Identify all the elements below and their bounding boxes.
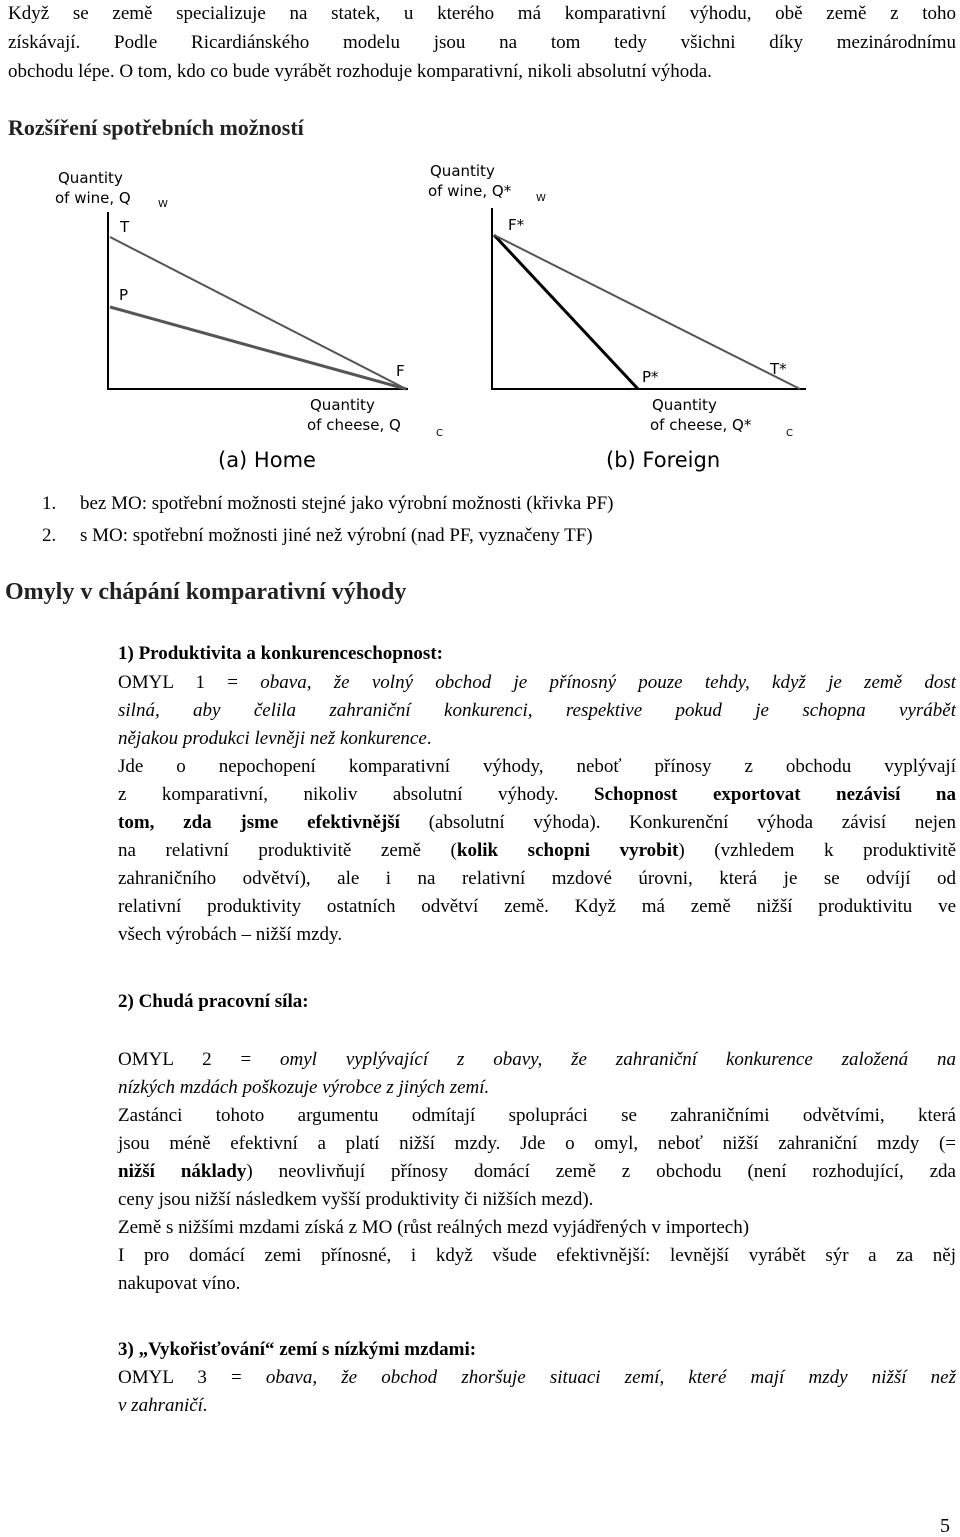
list-item-text: bez MO: spotřební možnosti stejné jako výrobní možnosti (křivka PF) <box>80 493 614 514</box>
part1-omyl-line-1 <box>118 669 956 697</box>
part2-line-7: nakupovat víno. <box>118 1273 241 1294</box>
foreign-y-title-1: Quantity <box>430 162 495 180</box>
foreign-label-f: F* <box>508 216 525 234</box>
home-label-f: F <box>396 362 405 380</box>
part1-line-5: zahraničního odvětví), ale i na relativní mzdové úrovni, která je se odvíjí od <box>118 868 956 889</box>
home-x-sub: C <box>436 428 443 439</box>
foreign-tf-line <box>494 235 800 389</box>
omyl1-label: OMYL 1 = <box>118 672 261 693</box>
foreign-x-title-2: of cheese, Q* <box>650 416 752 434</box>
foreign-label-p: P* <box>642 368 659 386</box>
list-item-number: 1. <box>42 493 57 514</box>
omyl1-text-3: nějakou produkci levněji než konkurence <box>118 728 427 749</box>
omyl2-label: OMYL 2 = <box>118 1049 281 1070</box>
consumption-list <box>42 488 942 552</box>
home-y-title-2: of wine, Q <box>55 189 131 207</box>
list-item-text: s MO: spotřební možnosti jiné než výrobní (nad PF, vyznačeny TF) <box>80 525 593 546</box>
home-pf-line <box>110 307 406 389</box>
part1-line-3 <box>118 809 956 837</box>
foreign-x-sub: C <box>786 428 793 439</box>
part3-number: 3) <box>118 1339 139 1360</box>
intro-line-2: získávají. Podle Ricardiánského modelu jsou na tom tedy všichni díky mezinárodnímu <box>8 32 956 53</box>
part2-heading: 2) Chudá pracovní síla: <box>118 991 309 1012</box>
list-item-number: 2. <box>42 525 57 546</box>
list-item <box>42 488 942 520</box>
part1-line-6: relativní produktivity ostatních odvětví země. Když má země nižší produktivitu ve <box>118 896 956 917</box>
foreign-label-t: T* <box>770 360 787 378</box>
part1-line-7: všech výrobách – nižší mzdy. <box>118 924 343 945</box>
section-title-spotrebni-moznosti: Rozšíření spotřebních možností <box>8 115 304 140</box>
foreign-panel <box>428 162 806 472</box>
omyl1-text-1: obava, že volný obchod je přínosný pouze tehdy, když je země dost <box>260 672 956 693</box>
foreign-x-title-1: Quantity <box>652 396 717 414</box>
part2-line-4: ceny jsou nižší následkem vyšší produktivity či nižších mezd). <box>118 1189 594 1210</box>
part2-line-1: Zastánci tohoto argumentu odmítají spolupráci se zahraničními odvětvími, která <box>118 1105 956 1126</box>
home-label-t: T <box>120 218 130 236</box>
foreign-y-title-2: of wine, Q* <box>428 182 512 200</box>
home-y-sub: W <box>158 199 168 210</box>
part3-omyl-line-1 <box>118 1364 956 1392</box>
home-label-p: P <box>119 286 129 304</box>
list-item <box>42 520 942 552</box>
part3-heading: „Vykořisťování“ zemí s nízkými mzdami: <box>138 1339 477 1360</box>
part2-line-3a: nižší náklady <box>118 1161 247 1182</box>
part2-line-3 <box>118 1158 956 1186</box>
omyl1-end: . <box>426 728 432 749</box>
part2-omyl-line-1 <box>118 1046 956 1074</box>
part1-omyl-line-3 <box>118 725 956 753</box>
part1-line-2b: Schopnost exportovat nezávisí na <box>594 784 956 805</box>
part1-line-1: Jde o nepochopení komparativní výhody, neboť přínosy z obchodu vyplývají <box>118 756 956 777</box>
part3-heading-line <box>118 1336 956 1364</box>
part1-line-2 <box>118 781 956 809</box>
home-x-title-1: Quantity <box>310 396 375 414</box>
omyl2-text-1: omyl vyplývající z obavy, že zahraniční konkurence založená na <box>280 1049 957 1070</box>
home-x-title-2: of cheese, Q <box>307 416 401 434</box>
foreign-pf-line <box>494 235 638 389</box>
intro-line-1: Když se země specializuje na statek, u kterého má komparativní výhodu, obě země z toho <box>8 3 956 24</box>
part3-omyl-line-2: v zahraničí. <box>118 1395 208 1416</box>
part1-line-2a: z komparativní, nikoliv absolutní výhody. <box>118 784 595 805</box>
part1-line-3b: (absolutní výhoda). Konkurenční výhoda závisí nejen <box>399 812 956 833</box>
part1-line-3a: tom, zda jsme efektivnější <box>118 812 400 833</box>
foreign-caption: (b) Foreign <box>606 448 721 472</box>
foreign-y-sub: W <box>536 193 546 204</box>
part2-line-5: Země s nižšími mzdami získá z MO (růst reálných mezd vyjádřených v importech) <box>118 1217 750 1238</box>
part1-block <box>118 640 956 949</box>
part1-line-4 <box>118 837 956 865</box>
part2-line-2: jsou méně efektivní a platí nižší mzdy. Jde o omyl, neboť nižší zahraniční mzdy (= <box>118 1133 956 1154</box>
part1-line-4c: ) (vzhledem k produktivitě <box>678 840 957 861</box>
part2-line-6: I pro domácí zemi přínosné, i když všude efektivnější: levnější vyrábět sýr a za něj <box>118 1245 956 1266</box>
page-number: 5 <box>940 1515 950 1537</box>
part1-heading: 1) Produktivita a konkurenceschopnost: <box>118 643 443 664</box>
part1-line-4a: na relativní produktivitě země ( <box>118 840 457 861</box>
ppf-figure <box>0 150 960 480</box>
part2-block <box>118 988 956 1298</box>
part3-block <box>118 1336 956 1420</box>
part1-omyl-line-2: silná, aby čelila zahraniční konkurenci, respektive pokud je schopna vyrábět <box>118 700 956 721</box>
part1-line-4b: kolik schopni vyrobit <box>456 840 679 861</box>
home-panel <box>55 169 443 472</box>
omyl3-text-1: obava, že obchod zhoršuje situaci zemí, které mají mzdy nižší než <box>265 1367 956 1388</box>
intro-line-3: obchodu lépe. O tom, kdo co bude vyrábět rozhoduje komparativní, nikoli absolutní výhoda. <box>8 61 712 82</box>
section-title-omyly: Omyly v chápání komparativní výhody <box>5 579 407 605</box>
omyl3-label: OMYL 3 = <box>118 1367 266 1388</box>
home-y-title-1: Quantity <box>58 169 123 187</box>
home-caption: (a) Home <box>218 448 316 472</box>
part2-line-3b: ) neovlivňují přínosy domácí země z obchodu (není rozhodující, zda <box>246 1161 956 1182</box>
home-tf-line <box>110 237 406 389</box>
part2-omyl-line-2: nízkých mzdách poškozuje výrobce z jiných zemí. <box>118 1077 490 1098</box>
